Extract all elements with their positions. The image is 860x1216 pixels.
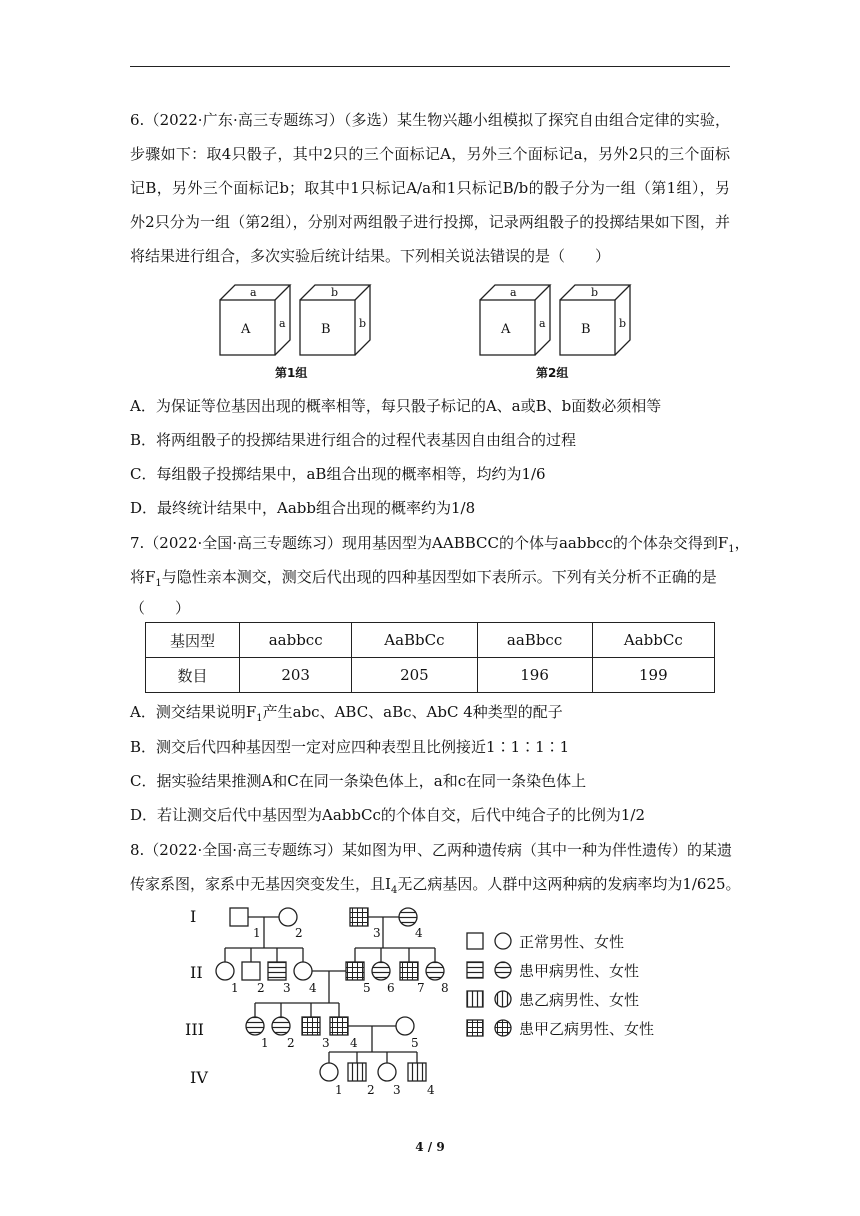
table-cell: AabbCc [592, 623, 714, 658]
table-cell: 203 [240, 658, 352, 693]
caption-group-2: 第2组 [536, 366, 569, 380]
svg-text:2: 2 [295, 926, 303, 940]
question-8-line-1: 8.（2022·全国·高三专题练习）某如图为甲、乙两种遗传病（其中一种为伴性遗传）的某遗 [130, 841, 733, 859]
table-row [146, 658, 715, 693]
q7-option-d: D．若让测交后代中基因型为AabbCc的个体自交，后代中纯合子的比例为1/2 [130, 806, 646, 824]
q6-option-d: D．最终统计结果中，Aabb组合出现的概率约为1/8 [130, 499, 476, 517]
svg-text:5: 5 [363, 981, 371, 995]
table-cell: 数目 [146, 658, 240, 693]
table-row [146, 623, 715, 658]
q7-option-b: B．测交后代四种基因型一定对应四种表型且比例接近1∶1∶1∶1 [130, 738, 570, 756]
svg-text:4: 4 [350, 1036, 358, 1050]
question-8-line-2: 传家系图，家系中无基因突变发生，且$Ⅰ_4$无乙病基因。人群中这两种病的发病率均为1/625。 [130, 875, 741, 896]
question-7-line-2: 将$F_1$与隐性亲本测交，测交后代出现的四种基因型如下表所示。下列有关分析不正确的是 [130, 568, 717, 589]
q6-option-a: A．为保证等位基因出现的概率相等，每只骰子标记的A、a或B、b面数必须相等 [130, 397, 662, 415]
table-cell: 205 [352, 658, 477, 693]
generation-label: III [185, 1020, 204, 1039]
svg-text:a: a [510, 286, 517, 299]
dice-figure [200, 280, 660, 385]
table-cell: aabbcc [240, 623, 352, 658]
caption-group-1: 第1组 [275, 366, 308, 380]
svg-text:4: 4 [427, 1083, 435, 1097]
pedigree-figure [185, 900, 685, 1105]
svg-text:2: 2 [257, 981, 265, 995]
svg-text:B: B [581, 322, 591, 337]
svg-text:3: 3 [393, 1083, 401, 1097]
svg-text:4: 4 [415, 926, 423, 940]
svg-text:4: 4 [309, 981, 317, 995]
question-7-line-3: （ ） [130, 599, 191, 617]
page-number: 4 / 9 [415, 1140, 445, 1154]
svg-text:B: B [321, 322, 331, 337]
genotype-table [145, 622, 715, 693]
legend-label: 患乙病男性、女性 [519, 991, 640, 1009]
table-cell: 196 [477, 658, 592, 693]
svg-text:b: b [619, 317, 627, 330]
svg-text:1: 1 [231, 981, 239, 995]
svg-text:3: 3 [373, 926, 381, 940]
generation-label: IV [190, 1068, 208, 1087]
svg-text:1: 1 [261, 1036, 269, 1050]
svg-text:3: 3 [283, 981, 291, 995]
svg-text:6: 6 [387, 981, 395, 995]
q6-option-c: C．每组骰子投掷结果中，aB组合出现的概率相等，均约为1/6 [130, 465, 546, 483]
svg-text:a: a [279, 317, 286, 330]
q7-option-c: C．据实验结果推测A和C在同一条染色体上，a和c在同一条染色体上 [130, 772, 587, 790]
svg-text:b: b [331, 286, 339, 299]
svg-text:2: 2 [287, 1036, 295, 1050]
svg-text:5: 5 [411, 1036, 419, 1050]
legend-label: 患甲病男性、女性 [519, 962, 640, 980]
die-label: A [241, 322, 251, 337]
question-6-stem: 6.（2022·广东·高三专题练习）（多选）某生物兴趣小组模拟了探究自由组合定律的实验，步骤如下：取4只骰子，其中2只的三个面标记A，另外三个面标记a，另外2只的三个面标记B，另外三个面标记b；取其中1只标记A/a和1只标记B/b的骰子分为一组（第1组），另外2只分为一组（第2组），分别对两组骰子进行投掷，记录两组骰子的投掷结果如下图，并将结果进行组合，多次实验后统计结果。下列相关说法错误的是（ ） [130, 111, 730, 265]
svg-text:b: b [591, 286, 599, 299]
legend-label: 正常男性、女性 [519, 933, 625, 951]
svg-text:8: 8 [441, 981, 449, 995]
svg-text:2: 2 [367, 1083, 375, 1097]
header-rule [130, 66, 730, 67]
q7-option-a: A．测交结果说明$F_1$产生abc、ABC、aBc、AbC 4种类型的配子 [130, 703, 563, 724]
svg-text:1: 1 [253, 926, 261, 940]
svg-text:3: 3 [322, 1036, 330, 1050]
table-cell: AaBbCc [352, 623, 477, 658]
svg-text:a: a [250, 286, 257, 299]
svg-text:7: 7 [417, 981, 425, 995]
question-7-line-1: 7.（2022·全国·高三专题练习）现用基因型为AABBCC的个体与aabbcc的个体杂交得到$F_1$， [130, 534, 750, 555]
legend-label: 患甲乙病男性、女性 [519, 1020, 655, 1038]
table-cell: 199 [592, 658, 714, 693]
q6-option-b: B．将两组骰子的投掷结果进行组合的过程代表基因自由组合的过程 [130, 431, 577, 449]
table-cell: aaBbcc [477, 623, 592, 658]
svg-text:a: a [539, 317, 546, 330]
generation-label: I [190, 907, 197, 926]
svg-text:1: 1 [335, 1083, 343, 1097]
svg-text:A: A [501, 322, 511, 337]
svg-text:b: b [359, 317, 367, 330]
generation-label: II [190, 963, 203, 982]
table-cell: 基因型 [146, 623, 240, 658]
